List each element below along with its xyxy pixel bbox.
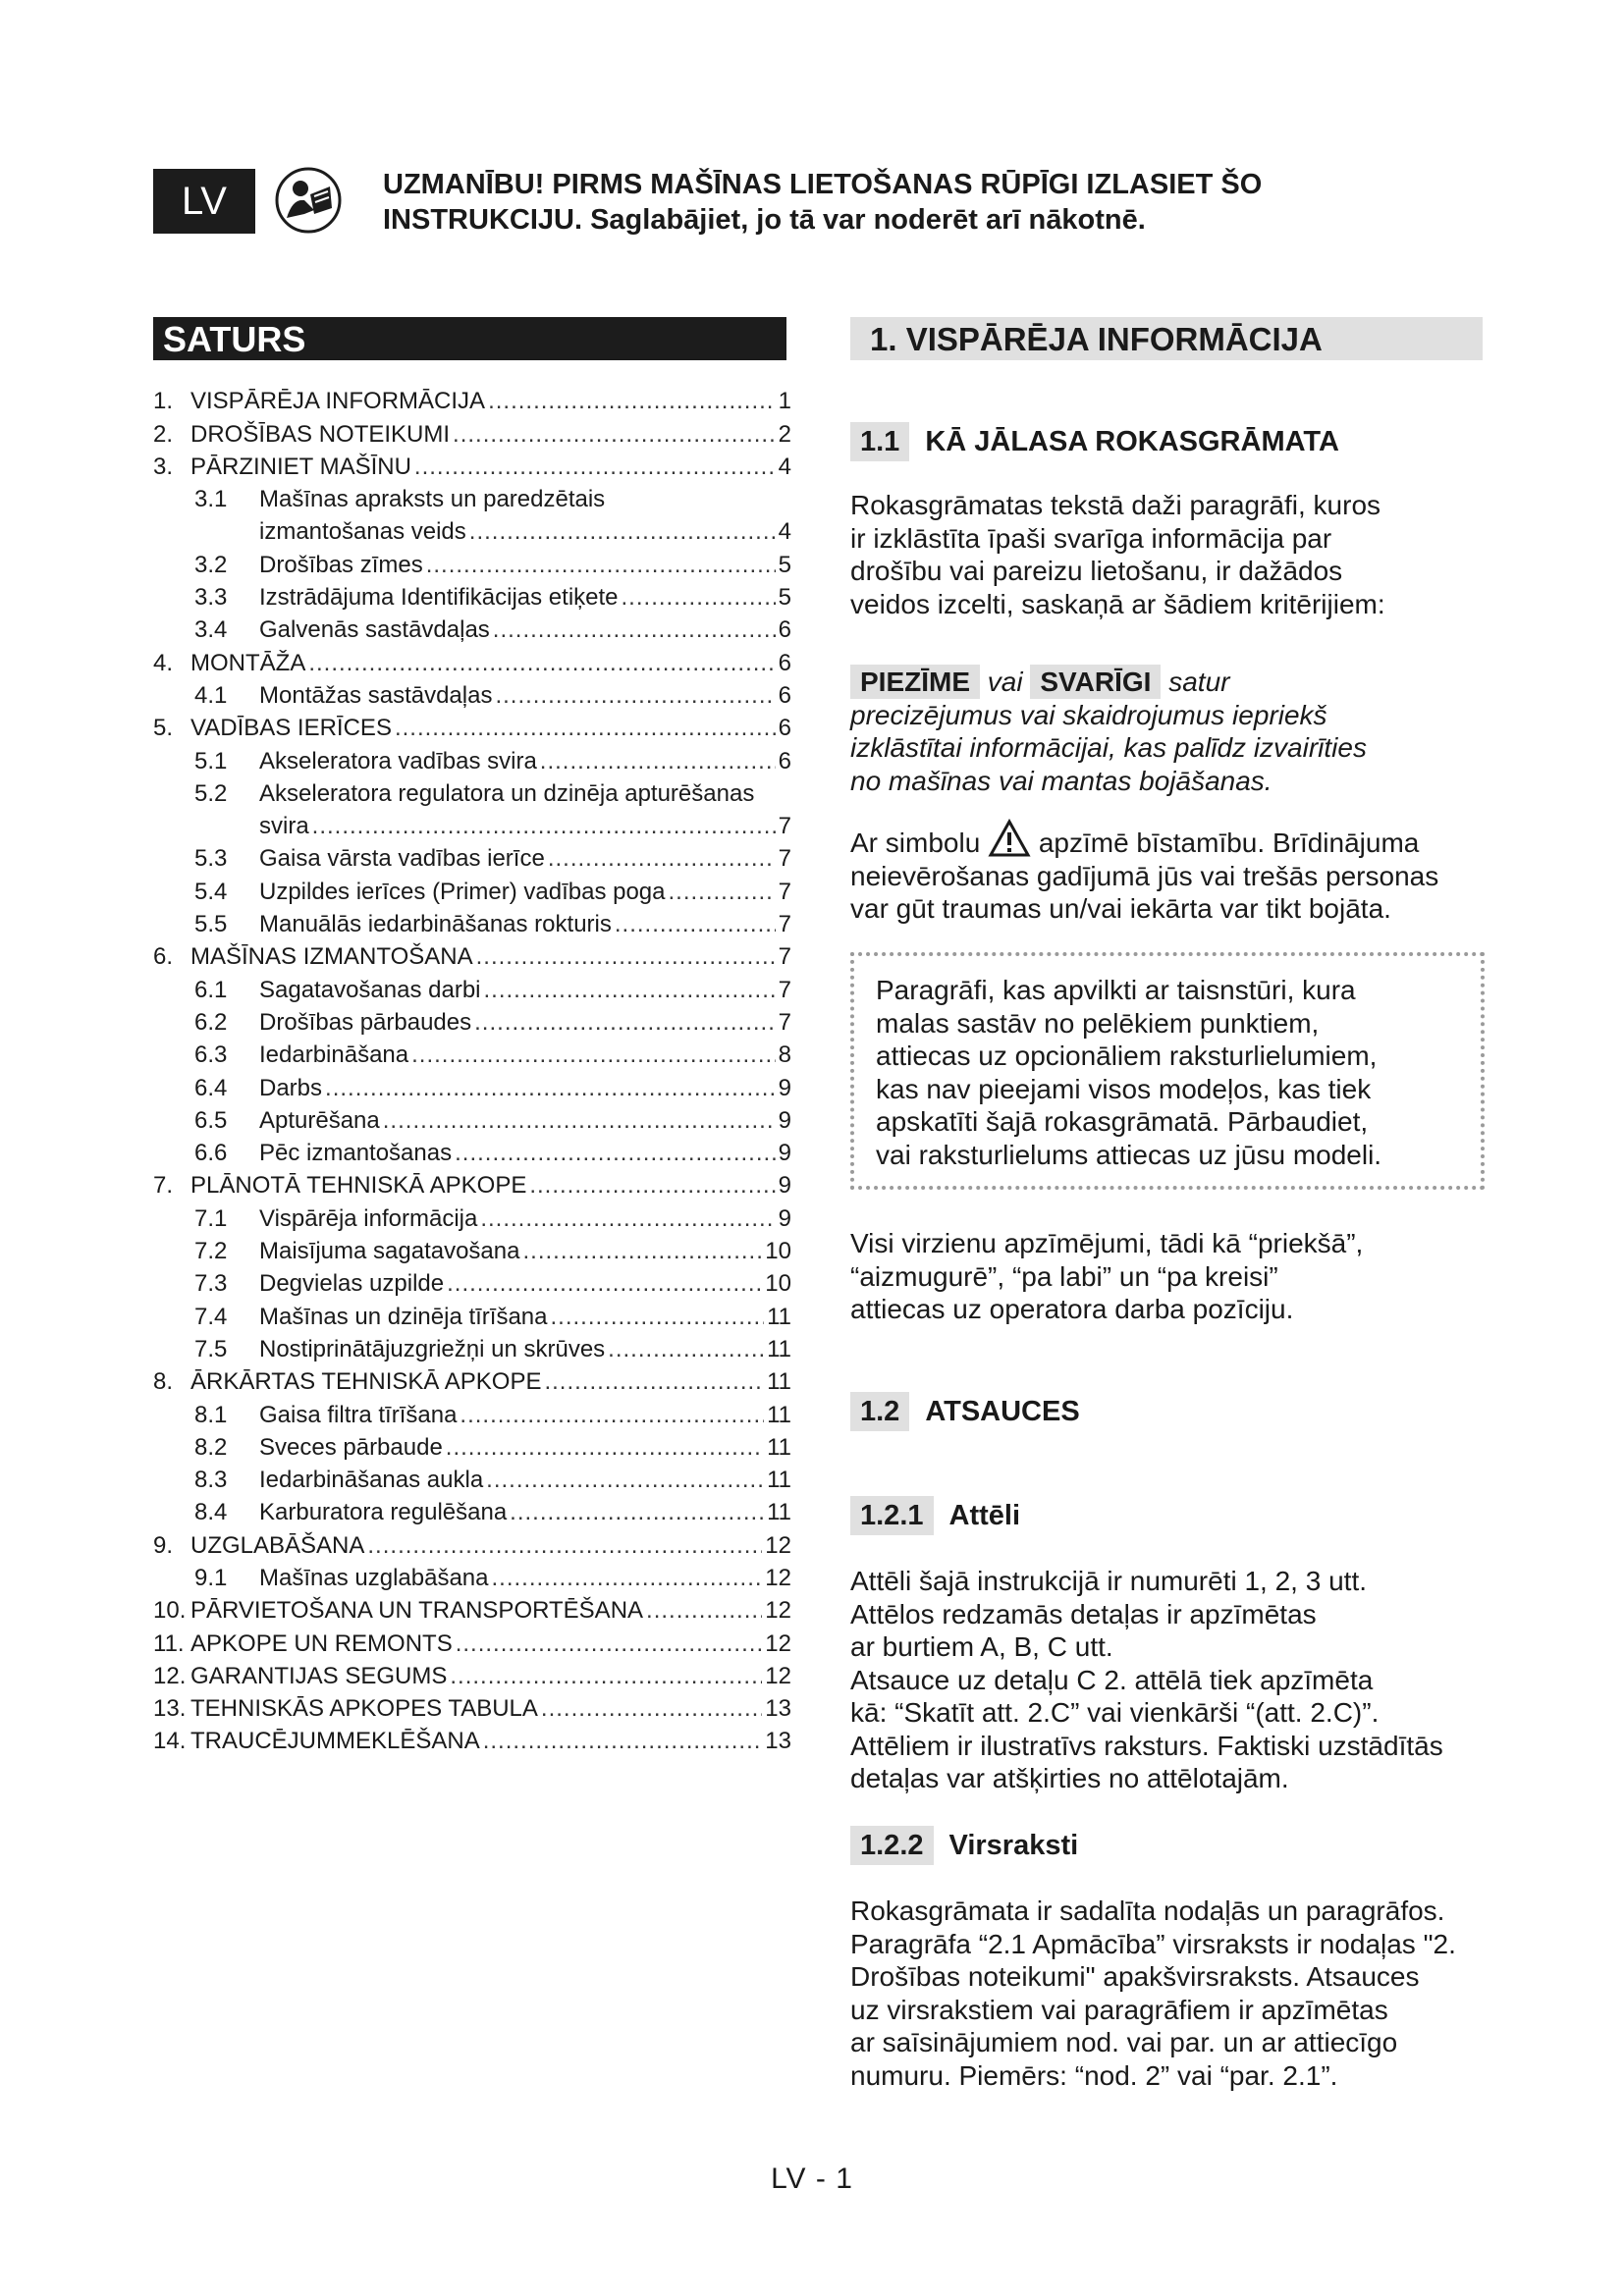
section-title: Attēli (948, 1499, 1020, 1531)
toc-row (153, 1723, 791, 1755)
toc-number: 3. (153, 453, 174, 480)
section-number: 1.2 (850, 1392, 909, 1431)
toc-row (153, 415, 791, 448)
toc-label: DROŠĪBAS NOTEIKUMI (190, 420, 451, 448)
text-line: Attēlos redzamās detaļas ir apzīmētas (850, 1598, 1317, 1629)
toc-number: 7.1 (194, 1204, 228, 1232)
toc-row (153, 383, 791, 415)
text-line: ar saīsinājumiem nod. vai par. un ar attiecīgo (850, 2027, 1398, 2057)
text-line: malas sastāv no pelēkiem punktiem, (876, 1007, 1320, 1039)
toc-leader-dots (669, 879, 776, 906)
toc-page: 12 (765, 1531, 791, 1559)
toc-leader-dots (484, 977, 776, 1004)
toc-row (153, 775, 791, 808)
toc-label: PLĀNOTĀ TEHNISKĀ APKOPE (190, 1172, 527, 1200)
toc-page: 12 (765, 1629, 791, 1657)
section-number: 1.1 (850, 422, 909, 461)
toc-number: 6.1 (194, 976, 228, 1003)
toc-page: 11 (767, 1401, 791, 1428)
toc-page: 2 (778, 420, 791, 448)
warning-line-2-bold: INSTRUKCIJU. (383, 204, 583, 236)
toc-row (153, 1690, 791, 1723)
warning-header (383, 167, 1365, 238)
toc-row (153, 1625, 791, 1657)
note-paragraph (850, 666, 1498, 797)
toc-label: VADĪBAS IERĪCES (190, 715, 392, 742)
page-number: LV - 1 (771, 2163, 853, 2195)
toc-label: Pēc izmantošanas (259, 1140, 453, 1167)
section-heading-1-2-1 (850, 1496, 1020, 1535)
toc-row (153, 1396, 791, 1428)
toc-number: 6.3 (194, 1041, 228, 1069)
toc-number: 3.3 (194, 584, 228, 612)
toc-label: Maisījuma sagatavošana (259, 1238, 520, 1265)
note-satur: satur (1168, 667, 1230, 697)
toc-row (153, 1265, 791, 1298)
toc-leader-dots (450, 1663, 762, 1690)
toc-leader-dots (312, 813, 776, 840)
toc-row (153, 644, 791, 676)
toc-number: 5. (153, 715, 174, 742)
toc-row (153, 1526, 791, 1559)
toc-label: PĀRVIETOŠANA UN TRANSPORTĒŠANA (190, 1597, 644, 1625)
text-line: attiecas uz operatora darba pozīciju. (850, 1294, 1294, 1324)
toc-leader-dots (548, 845, 776, 873)
toc-number: 2. (153, 420, 174, 448)
toc-page: 12 (765, 1662, 791, 1689)
toc-leader-dots (529, 1172, 775, 1200)
toc-page: 6 (778, 649, 791, 676)
toc-row (153, 1298, 791, 1330)
toc-page: 9 (778, 1140, 791, 1167)
toc-label: MONTĀŽA (190, 649, 306, 676)
toc-number: 4. (153, 649, 174, 676)
note-tag: PIEZĪME (850, 665, 980, 699)
toc-number: 11. (153, 1629, 185, 1657)
table-of-contents (153, 383, 791, 1755)
text-fragment: Ar simbolu (850, 828, 981, 858)
text-line: kas nav pieejami visos modeļos, kas tiek (876, 1073, 1372, 1104)
toc-page: 7 (778, 943, 791, 971)
toc-leader-dots (488, 388, 776, 415)
optional-feature-box (850, 952, 1485, 1190)
toc-page: 7 (778, 911, 791, 938)
warning-triangle-icon (988, 819, 1031, 858)
figures-paragraph (850, 1565, 1498, 1795)
note-or: vai (987, 667, 1023, 697)
toc-page: 9 (778, 1074, 791, 1101)
toc-label: PĀRZINIET MAŠĪNU (190, 453, 411, 480)
toc-row (153, 1560, 791, 1592)
toc-number: 7.2 (194, 1238, 228, 1265)
toc-number: 5.4 (194, 878, 228, 905)
toc-label: Nostiprinātājuzgriežņi un skrūves (259, 1335, 606, 1362)
toc-page: 11 (767, 1335, 791, 1362)
toc-label: VISPĀRĒJA INFORMĀCIJA (190, 388, 486, 415)
toc-row (153, 1331, 791, 1363)
toc-row (153, 612, 791, 644)
symbol-paragraph (850, 819, 1498, 926)
text-line: izklāstītai informācijai, kas palīdz izvairīties (850, 732, 1367, 763)
text-line: Atsauce uz detaļu C 2. attēlā tiek apzīmēta (850, 1664, 1374, 1695)
toc-number: 5.3 (194, 845, 228, 873)
toc-leader-dots (541, 1695, 762, 1723)
warning-line-2 (383, 202, 1365, 238)
toc-label: UZGLABĀŠANA (190, 1531, 365, 1559)
toc-row (153, 1200, 791, 1232)
toc-row (153, 840, 791, 873)
toc-number: 7.3 (194, 1270, 228, 1298)
toc-number: 8.3 (194, 1467, 228, 1494)
toc-row (153, 579, 791, 612)
toc-leader-dots (395, 715, 776, 742)
toc-page: 7 (778, 976, 791, 1003)
toc-leader-dots (426, 552, 776, 579)
toc-leader-dots (414, 454, 776, 481)
toc-page: 6 (778, 616, 791, 644)
toc-number: 1. (153, 388, 174, 415)
text-line: attiecas uz opcionāliem raksturlielumiem, (876, 1041, 1378, 1071)
toc-label: Drošības zīmes (259, 551, 423, 578)
toc-number: 4.1 (194, 681, 228, 709)
toc-number: 3.1 (194, 486, 228, 513)
toc-page: 7 (778, 845, 791, 873)
toc-leader-dots (646, 1597, 762, 1625)
toc-page: 6 (778, 681, 791, 709)
toc-row (153, 1429, 791, 1462)
warning-line-1: UZMANĪBU! PIRMS MAŠĪNAS LIETOŠANAS RŪPĪGI IZLASIET ŠO (383, 169, 1263, 200)
toc-page: 9 (778, 1106, 791, 1134)
toc-leader-dots (486, 1467, 764, 1494)
toc-number: 6.6 (194, 1140, 228, 1167)
toc-label: ĀRKĀRTAS TEHNISKĀ APKOPE (190, 1368, 542, 1396)
toc-leader-dots (615, 911, 776, 938)
read-manual-icon (275, 167, 342, 234)
toc-label: Iedarbināšana (259, 1041, 409, 1069)
toc-label: Izstrādājuma Identifikācijas etiķete (259, 584, 619, 612)
toc-page: 12 (765, 1564, 791, 1591)
toc-label: Mašīnas apraksts un paredzētais (259, 486, 606, 513)
toc-label: TEHNISKĀS APKOPES TABULA (190, 1695, 538, 1723)
toc-number: 6. (153, 943, 174, 971)
toc-number: 5.5 (194, 911, 228, 938)
text-line: ar burtiem A, B, C utt. (850, 1631, 1113, 1662)
toc-label: TRAUCĒJUMMEKLĒŠANA (190, 1728, 480, 1755)
text-line: neievērošanas gadījumā jūs vai trešās personas (850, 860, 1439, 891)
toc-leader-dots (460, 1402, 764, 1429)
toc-leader-dots (540, 748, 776, 775)
toc-number: 9. (153, 1531, 174, 1559)
toc-number: 6.5 (194, 1106, 228, 1134)
section-heading-1-2-2 (850, 1826, 1078, 1865)
toc-label: svira (259, 813, 309, 840)
toc-label: Iedarbināšanas aukla (259, 1467, 484, 1494)
toc-row (153, 1592, 791, 1625)
language-badge: LV (153, 169, 255, 234)
toc-label: Gaisa filtra tīrīšana (259, 1401, 458, 1428)
toc-number: 8.2 (194, 1433, 228, 1461)
toc-leader-dots (551, 1304, 765, 1331)
directions-paragraph (850, 1227, 1498, 1326)
toc-leader-dots (469, 518, 776, 546)
toc-label: Akseleratora vadības svira (259, 747, 537, 774)
toc-row (153, 710, 791, 742)
toc-row (153, 1037, 791, 1069)
toc-leader-dots (476, 943, 776, 971)
toc-row (153, 513, 791, 546)
toc-page: 1 (778, 388, 791, 415)
toc-row (153, 546, 791, 578)
toc-label: Drošības pārbaudes (259, 1008, 472, 1036)
toc-number: 5.1 (194, 747, 228, 774)
toc-row (153, 1069, 791, 1101)
toc-page: 10 (765, 1270, 791, 1298)
toc-leader-dots (495, 682, 775, 710)
toc-row (153, 1494, 791, 1526)
toc-number: 7.5 (194, 1335, 228, 1362)
toc-number: 6.2 (194, 1008, 228, 1036)
toc-number: 13. (153, 1695, 187, 1723)
toc-leader-dots (622, 584, 776, 612)
toc-row (153, 742, 791, 774)
toc-page: 13 (765, 1728, 791, 1755)
text-line: kā: “Skatīt att. 2.C” vai vienkārši “(att. 2.C)”. (850, 1697, 1380, 1728)
toc-row (153, 971, 791, 1003)
toc-page: 11 (767, 1499, 791, 1526)
important-tag: SVARĪGI (1030, 665, 1161, 699)
toc-page: 6 (778, 715, 791, 742)
toc-row (153, 677, 791, 710)
text-line: ir izklāstīta īpaši svarīga informācija par (850, 522, 1332, 554)
toc-leader-dots (522, 1238, 762, 1265)
section-title: ATSAUCES (925, 1395, 1080, 1427)
text-line: no mašīnas vai mantas bojāšanas. (850, 765, 1272, 796)
text-line: uz virsrakstiem vai paragrāfiem ir apzīmētas (850, 1994, 1388, 2025)
toc-page: 7 (778, 878, 791, 905)
toc-number: 9.1 (194, 1564, 228, 1591)
toc-number: 8.1 (194, 1401, 228, 1428)
toc-leader-dots (367, 1532, 762, 1560)
toc-row (153, 481, 791, 513)
toc-label: APKOPE UN REMONTS (190, 1629, 453, 1657)
toc-number: 5.2 (194, 779, 228, 807)
toc-leader-dots (474, 1009, 776, 1037)
toc-number: 14. (153, 1728, 187, 1755)
headings-paragraph (850, 1895, 1498, 2092)
toc-title: SATURS (153, 317, 786, 360)
text-fragment: apzīmē bīstamību. Brīdinājuma (1038, 828, 1420, 858)
text-line: Visi virzienu apzīmējumi, tādi kā “priekšā”, (850, 1228, 1364, 1258)
toc-leader-dots (544, 1368, 764, 1396)
toc-number: 3.2 (194, 551, 228, 578)
toc-leader-dots (446, 1434, 764, 1462)
text-line: “aizmugurē”, “pa labi” un “pa kreisi” (850, 1260, 1278, 1292)
toc-label: Akseleratora regulatora un dzinēja apturēšanas (259, 779, 755, 807)
toc-label: Montāžas sastāvdaļas (259, 681, 493, 709)
toc-leader-dots (325, 1075, 776, 1102)
section-heading-1: 1. VISPĀRĒJA INFORMĀCIJA (850, 317, 1483, 360)
toc-leader-dots (308, 650, 775, 677)
toc-page: 12 (765, 1597, 791, 1625)
toc-row (153, 808, 791, 840)
section-heading-1-2 (850, 1392, 1080, 1431)
text-line: Rokasgrāmata ir sadalīta nodaļās un paragrāfos. (850, 1896, 1445, 1926)
toc-number: 7. (153, 1172, 174, 1200)
toc-leader-dots (453, 421, 776, 449)
toc-row (153, 1462, 791, 1494)
toc-label: Mašīnas un dzinēja tīrīšana (259, 1303, 548, 1330)
toc-page: 8 (778, 1041, 791, 1069)
toc-page: 11 (767, 1433, 791, 1461)
toc-leader-dots (411, 1041, 776, 1069)
toc-label: Sagatavošanas darbi (259, 976, 481, 1003)
toc-label: Sveces pārbaude (259, 1433, 443, 1461)
section-number: 1.2.2 (850, 1826, 934, 1865)
toc-leader-dots (510, 1499, 764, 1526)
toc-page: 10 (765, 1238, 791, 1265)
toc-row (153, 1167, 791, 1200)
toc-row (153, 873, 791, 905)
text-line: Paragrāfi, kas apvilkti ar taisnstūri, kura (876, 975, 1356, 1005)
toc-leader-dots (608, 1336, 764, 1363)
text-line: Attēliem ir ilustratīvs raksturs. Faktiski uzstādītās (850, 1730, 1443, 1761)
toc-number: 3.4 (194, 616, 228, 644)
toc-row (153, 1233, 791, 1265)
toc-label: Apturēšana (259, 1106, 380, 1134)
toc-number: 10. (153, 1597, 187, 1625)
toc-leader-dots (447, 1270, 762, 1298)
toc-page: 7 (778, 1008, 791, 1036)
toc-number: 12. (153, 1662, 187, 1689)
text-line: apskatīti šajā rokasgrāmatā. Pārbaudiet, (876, 1106, 1369, 1137)
toc-label: Galvenās sastāvdaļas (259, 616, 490, 644)
toc-row (153, 1658, 791, 1690)
toc-leader-dots (455, 1140, 776, 1167)
toc-number: 7.4 (194, 1303, 228, 1330)
text-line: Rokasgrāmatas tekstā daži paragrāfi, kuros (850, 490, 1381, 520)
toc-number: 6.4 (194, 1074, 228, 1101)
toc-leader-dots (480, 1205, 775, 1233)
toc-label: izmantošanas veids (259, 518, 466, 546)
intro-paragraph (850, 489, 1498, 620)
text-line: var gūt traumas un/vai iekārta var tikt bojāta. (850, 893, 1391, 924)
text-line: drošību vai pareizu lietošanu, ir dažādos (850, 556, 1343, 586)
toc-leader-dots (456, 1630, 763, 1658)
toc-page: 9 (778, 1204, 791, 1232)
toc-label: GARANTIJAS SEGUMS (190, 1662, 448, 1689)
toc-page: 11 (767, 1303, 791, 1330)
text-line: veidos izcelti, saskaņā ar šādiem kritērijiem: (850, 588, 1385, 619)
toc-page: 4 (778, 453, 791, 480)
text-line: Attēli šajā instrukcijā ir numurēti 1, 2, 3 utt. (850, 1566, 1367, 1596)
toc-row (153, 1135, 791, 1167)
toc-leader-dots (757, 780, 788, 808)
text-line: precizējumus vai skaidrojumus iepriekš (850, 699, 1327, 730)
toc-leader-dots (383, 1107, 776, 1135)
toc-page: 9 (778, 1172, 791, 1200)
text-line: Paragrāfa “2.1 Apmācība” virsraksts ir nodaļas "2. (850, 1928, 1456, 1959)
toc-label: Degvielas uzpilde (259, 1270, 445, 1298)
toc-label: Vispārēja informācija (259, 1204, 478, 1232)
toc-row (153, 1363, 791, 1396)
toc-label: Manuālās iedarbināšanas rokturis (259, 911, 612, 938)
toc-leader-dots (608, 486, 788, 513)
section-title: Virsraksti (948, 1829, 1079, 1861)
toc-row (153, 1102, 791, 1135)
toc-row (153, 1004, 791, 1037)
toc-page: 6 (778, 747, 791, 774)
toc-leader-dots (491, 1565, 762, 1592)
toc-row (153, 906, 791, 938)
section-heading-1-1 (850, 422, 1339, 461)
text-line: vai raksturlielums attiecas uz jūsu modeli. (876, 1139, 1382, 1170)
toc-page: 5 (778, 551, 791, 578)
toc-page: 7 (778, 813, 791, 840)
toc-page: 13 (765, 1695, 791, 1723)
toc-leader-dots (483, 1728, 763, 1755)
section-number: 1.2.1 (850, 1496, 934, 1535)
text-line: Drošības noteikumi" apakšvirsraksts. Atsauces (850, 1961, 1420, 1992)
toc-row (153, 449, 791, 481)
toc-label: Gaisa vārsta vadības ierīce (259, 845, 545, 873)
toc-label: Darbs (259, 1074, 323, 1101)
toc-label: Mašīnas uzglabāšana (259, 1564, 489, 1591)
toc-page: 4 (778, 518, 791, 546)
section-title: KĀ JĀLASA ROKASGRĀMATA (925, 425, 1339, 457)
text-line: detaļas var atšķirties no attēlotajām. (850, 1763, 1289, 1793)
toc-number: 8. (153, 1368, 174, 1396)
toc-page: 11 (767, 1467, 791, 1494)
warning-line-2-rest: Saglabājiet, jo tā var noderēt arī nākotnē. (590, 204, 1146, 236)
toc-label: Uzpildes ierīces (Primer) vadības poga (259, 878, 666, 905)
toc-row (153, 938, 791, 971)
toc-leader-dots (493, 616, 776, 644)
toc-page: 5 (778, 584, 791, 612)
toc-label: MAŠĪNAS IZMANTOŠANA (190, 943, 473, 971)
toc-label: Karburatora regulēšana (259, 1499, 508, 1526)
toc-number: 8.4 (194, 1499, 228, 1526)
text-line: numuru. Piemērs: “nod. 2” vai “par. 2.1”. (850, 2059, 1338, 2091)
toc-page: 11 (767, 1368, 791, 1396)
